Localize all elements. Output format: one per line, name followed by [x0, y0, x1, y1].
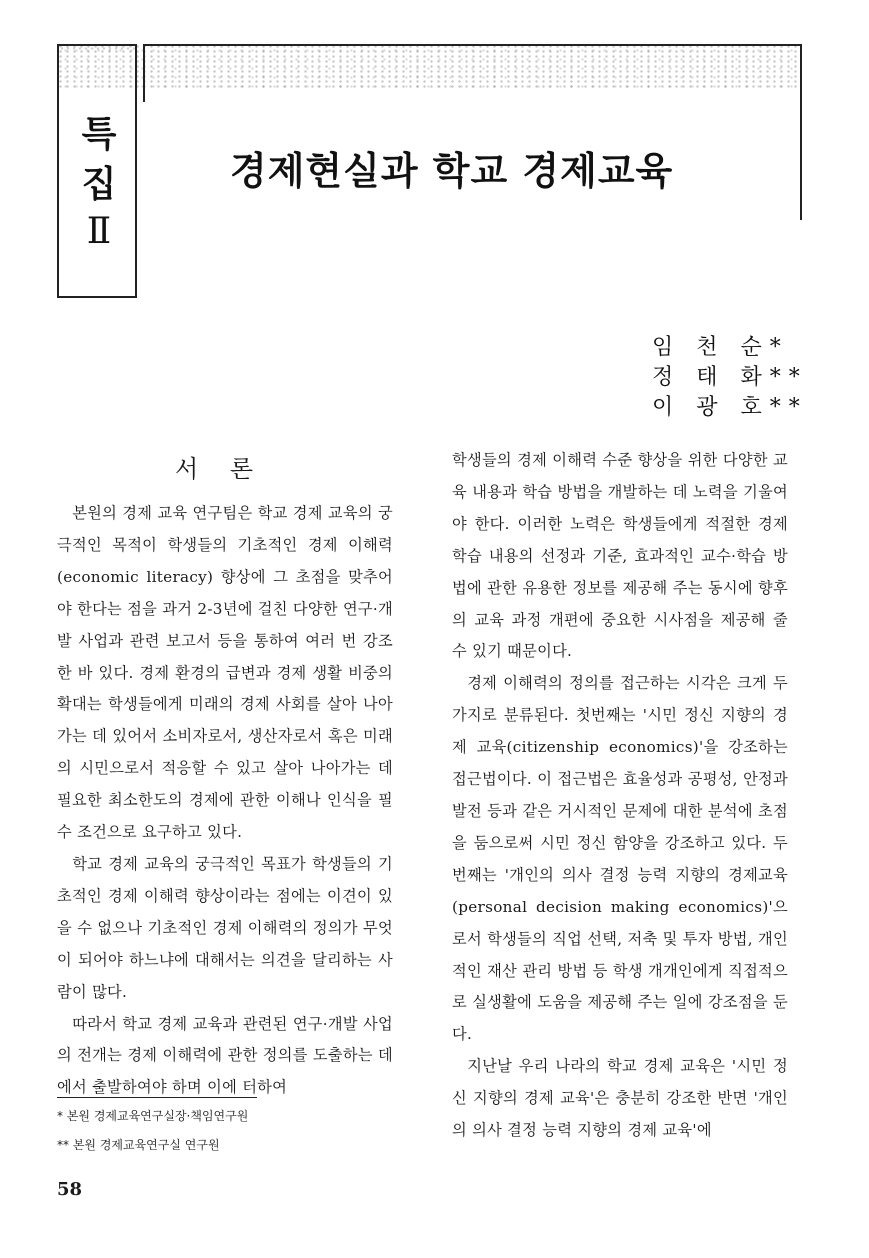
- author-3: 이 광 호**: [652, 395, 808, 420]
- special-label-numeral: Ⅱ: [86, 211, 112, 252]
- section-heading: 서 론: [175, 455, 265, 483]
- author-2: 정 태 화**: [652, 365, 808, 390]
- right-paragraph-3: 지난날 우리 나라의 학교 경제 교육은 '시민 정신 지향의 경제 교육'은 충분히 강조한 반면 '개인의 의사 결정 능력 지향의 경제 교육'에: [452, 1057, 788, 1140]
- left-column: [57, 498, 393, 1104]
- special-label-char-2: 집: [81, 164, 117, 205]
- header-frame-right: [800, 44, 802, 220]
- left-paragraph-1: 본원의 경제 교육 연구팀은 학교 경제 교육의 궁극적인 목적이 학생들의 기초적인 경제 이해력(economic literacy) 향상에 그 초점을 맞추어야 한다는 점을 과거 2-3년에 걸친 다양한 연구·개발 사업과 관련 보고서 등을 통하여 여러 번 강조한 바 있다. 경제 환경의 급변과 경제 생활 비중의 확대는 학생들에게 미래의 경제 사회를 살아 나아가는 데 있어서 소비자로서, 생산자로서 혹은 미래의 시민으로서 적응할 수 있고 살아 나아가는 데 필요한 최소한도의 경제에 관한 이해나 인식을 필수 조건으로 요구하고 있다.: [57, 504, 393, 842]
- author-1: 임 천 순*: [652, 335, 789, 360]
- footnote-rule: [57, 1097, 257, 1098]
- header-frame-left: [143, 44, 145, 102]
- right-paragraph-2: 경제 이해력의 정의를 접근하는 시각은 크게 두 가지로 분류된다. 첫번째는 '시민 정신 지향의 경제 교육(citizenship economics)'을 강조하는 접근법이다. 이 접근법은 효율성과 공평성, 안정과 발전 등과 같은 거시적인 문제에 대한 분석에 초점을 둠으로써 시민 정신 함양을 강조하고 있다. 두번째는 '개인의 의사 결정 능력 지향의 경제교육(personal decision making economics)'으로서 학생들의 직업 선택, 저축 및 투자 방법, 개인적인 재산 관리 방법 등 학생 개개인에게 직접적으로 실생활에 도움을 제공해 주는 일에 강조점을 둔다.: [452, 674, 788, 1044]
- special-label-char-1: 특: [81, 114, 117, 155]
- special-feature-box: [57, 44, 137, 298]
- right-paragraph-1: 학생들의 경제 이해력 수준 향상을 위한 다양한 교육 내용과 학습 방법을 개발하는 데 노력을 기울여야 한다. 이러한 노력은 학생들에게 적절한 경제 학습 내용의 선정과 기준, 효과적인 교수·학습 방법에 관한 유용한 정보를 제공해 주는 동시에 향후의 교육 과정 개편에 중요한 시사점을 제공해 줄 수 있기 때문이다.: [452, 451, 788, 661]
- left-paragraph-3: 따라서 학교 경제 교육과 관련된 연구·개발 사업의 전개는 경제 이해력에 관한 정의를 도출하는 데에서 출발하여야 하며 이에 터하여: [57, 1014, 393, 1097]
- header-texture-band: [57, 44, 802, 90]
- article-title: 경제현실과 학교 경제교육: [230, 148, 674, 193]
- page-number: 58: [57, 1179, 83, 1200]
- left-paragraph-2: 학교 경제 교육의 궁극적인 목표가 학생들의 기초적인 경제 이해력 향상이라는 점에는 이견이 있을 수 없으나 기초적인 경제 이해력의 정의가 무엇이 되어야 하느냐에 대해서는 의견을 달리하는 사람이 많다.: [57, 854, 393, 1001]
- footnote-2: ** 본원 경제교육연구실 연구원: [57, 1138, 220, 1152]
- right-column: [452, 445, 788, 1147]
- header-frame-top: [143, 44, 802, 46]
- footnote-1: * 본원 경제교육연구실장·책임연구원: [57, 1109, 249, 1123]
